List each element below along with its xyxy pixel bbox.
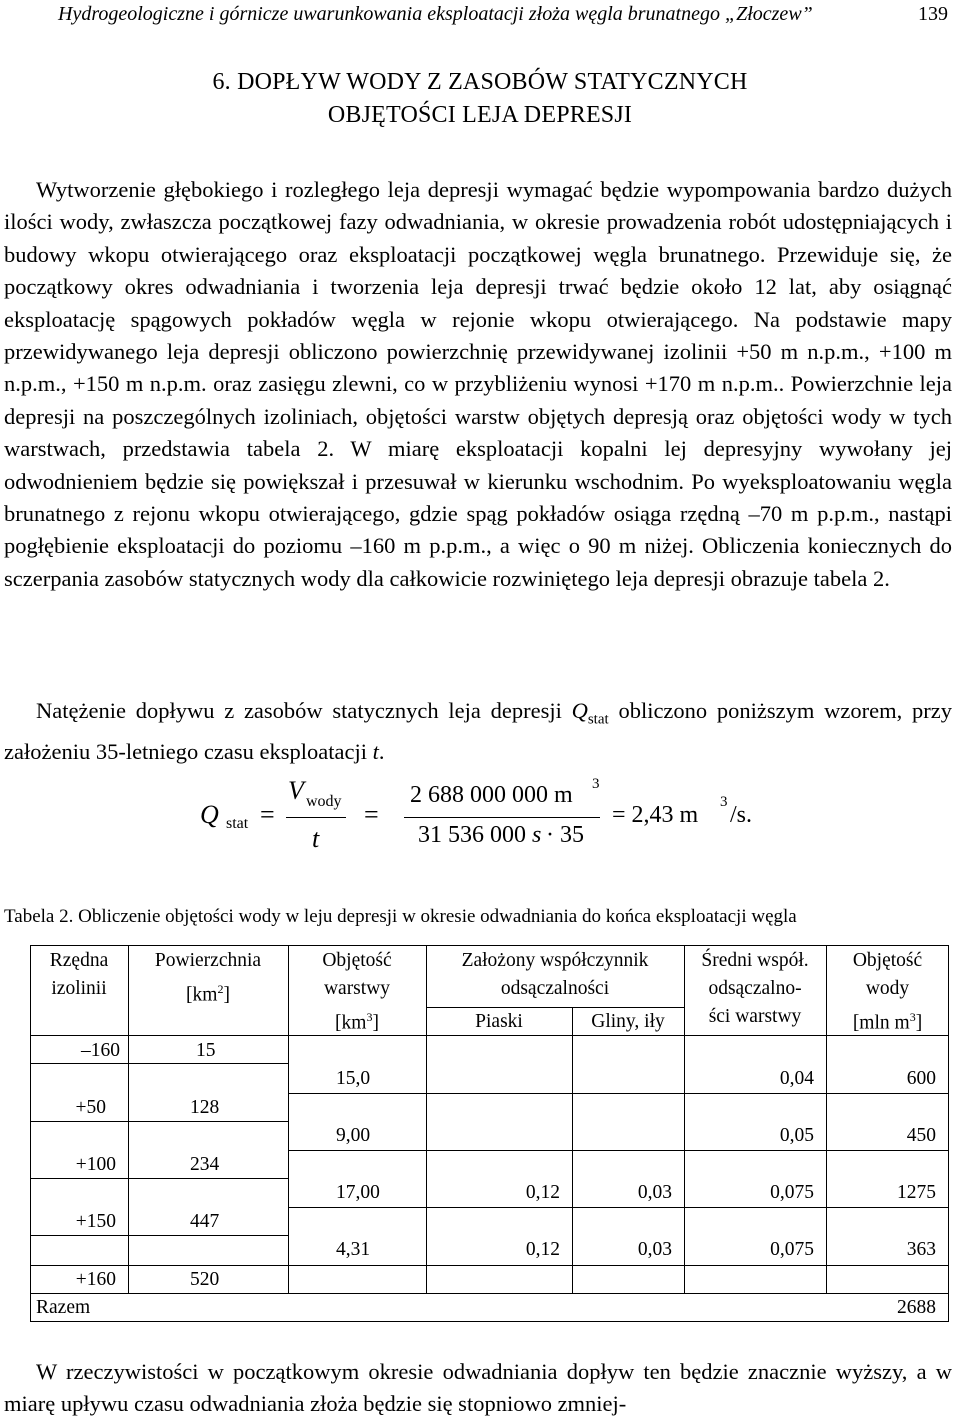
section-heading (0, 66, 960, 132)
header-area-sup: 2 (217, 982, 224, 996)
paragraph-2-part-b: obliczono poniższym wzorem, przy założeniu 35-letniego czasu eksploatacji (4, 698, 952, 764)
table-caption: Tabela 2. Obliczenie objętości wody w leju depresji w okresie odwadniania do końca eksploatacji węgla (4, 906, 797, 927)
header-average-coefficient-line-3: ści warstwy (708, 1006, 802, 1027)
header-average-coefficient-line-1: Średni współ. (701, 950, 809, 971)
paragraph-2-part-c: . (378, 738, 385, 764)
isoline-area: 447 (190, 1211, 220, 1232)
header-layer-volume-line-2: warstwy (323, 978, 391, 999)
layer-average-coefficient: 0,075 (770, 1239, 814, 1260)
header-area (128, 947, 288, 1010)
header-water-volume (826, 947, 949, 1038)
paragraph-2-text (4, 695, 952, 768)
layer-average-coefficient: 0,05 (779, 1125, 814, 1146)
header-water-volume-line-1: Objętość (852, 950, 923, 971)
table-row-rule-4 (30, 1235, 288, 1236)
formula-t: t (312, 824, 320, 853)
header-isoline (30, 947, 128, 1003)
isoline-level: –160 (81, 1040, 120, 1061)
paragraph-2-part-a: Natężenie dopływu z zasobów statycznych leja depresji (36, 698, 572, 723)
formula-fraction-bar-2 (404, 817, 600, 818)
header-layer-volume (288, 947, 426, 1038)
formula-denominator-b: · 35 (546, 822, 584, 848)
total-value: 2688 (897, 1297, 936, 1318)
formula-q-sub: stat (226, 815, 249, 832)
isoline-level: +100 (75, 1154, 116, 1175)
paragraph-3-text: W rzeczywistości w początkowym okresie odwadniania dopływ ten będzie znacznie wyższy, a w miarę upływu czasu odwadniania złoża będzie się stopniowo zmniej- (4, 1359, 952, 1417)
isoline-area: 520 (190, 1269, 220, 1290)
header-assumed-coefficient-line-1: Założony współczynnik (461, 950, 649, 971)
header-isoline-line-1: Rzędna (49, 950, 109, 971)
table-row-rule-5 (288, 1093, 949, 1094)
layer-water-volume: 1275 (897, 1182, 936, 1203)
paragraph-1 (4, 174, 952, 595)
header-water-volume-line-3 (826, 1003, 949, 1038)
header-water-volume-sup: 3 (909, 1010, 916, 1024)
running-title: Hydrogeologiczne i górnicze uwarunkowania eksploatacji złoża węgla brunatnego „Złoczew” (58, 3, 813, 25)
formula-denominator-s: s (532, 822, 542, 848)
formula-result-sup: 3 (720, 794, 728, 810)
formula-v: V (288, 776, 304, 805)
formula-denominator-a: 31 536 000 (418, 822, 526, 848)
total-label: Razem (36, 1297, 91, 1318)
header-average-coefficient (684, 947, 826, 1031)
header-layer-volume-sup: 3 (366, 1010, 373, 1024)
paragraph-3 (4, 1356, 952, 1421)
layer-clay-coefficient: 0,03 (637, 1182, 672, 1203)
layer-clay-coefficient: 0,03 (637, 1239, 672, 1260)
isoline-level: +160 (75, 1269, 116, 1290)
isoline-level: +150 (75, 1211, 116, 1232)
formula-numerator-sup: 3 (592, 776, 600, 792)
layer-water-volume: 450 (906, 1125, 936, 1146)
header-sand: Piaski (475, 1011, 523, 1032)
isoline-area: 15 (196, 1040, 216, 1061)
header-clay: Gliny, iły (591, 1011, 665, 1032)
header-layer-volume-unit: [km (335, 1012, 367, 1034)
paragraph-1-text: Wytworzenie głębokiego i rozległego leja depresji wymagać będzie wypompowania bardzo dużych ilości wody, zwłaszcza początkowej fazy odwadniania, w okresie prowadzenia robót udostępniających i budowy wkopu otwierającego oraz eksploatacji początkowej węgla brunatnego. Przewiduje się, że początkowy okres odwadniania i tworzenia leja depresji trwać będzie około 12 lat, aby osiągnąć eksploatację spągowych pokładów węgla w rejonie wkopu otwierającego. Na podstawie mapy przewidywanego leja depresji obliczono powierzchnię przewidywanej izolinii +50 m n.p.m., +100 m n.p.m., +150 m n.p.m. oraz zasięgu zlewni, co w przybliżeniu wynosi +170 m n.p.m.. Powierzchnie leja depresji na poszczególnych izoliniach, objętości warstw objętych depresją oraz objętości wody w tych warstwach, przedstawia tabela 2. W miarę eksploatacji kopalni lej depresyjny wywołany jej odwodnieniem będzie się powiększał i przesuwał w kierunku wschodnim. Po wyeksploatowaniu węgla brunatnego z rejonu wkopu otwierającego, gdzie spąg pokładów osiąga rzędną –70 m p.p.m., nastąpi pogłębienie eksploatacji do poziomu –160 m p.p.m., a więc o 90 m niżej. Obliczenia koniecznych do sczerpania zasobów statycznych wody dla całkowicie rozwiniętego leja depresji obrazuje tabela 2. (4, 177, 952, 591)
formula-eq-2: = (364, 800, 379, 829)
page-number: 139 (918, 3, 948, 25)
formula-v-sub: wody (306, 793, 342, 810)
paragraph-2-symbol-t: t (372, 738, 379, 764)
section-title-line-2: OBJĘTOŚCI LEJA DEPRESJI (327, 102, 633, 128)
table-row-rule-8 (30, 1265, 949, 1266)
isoline-area: 234 (190, 1154, 220, 1175)
table-row-rule-7 (288, 1207, 949, 1208)
header-water-volume-unit: [mln m (852, 1012, 910, 1034)
formula-result: = 2,43 m (612, 802, 699, 828)
layer-water-volume: 600 (906, 1068, 936, 1089)
header-water-volume-bracket: ] (915, 1012, 923, 1034)
isoline-level: +50 (75, 1097, 106, 1118)
header-average-coefficient-line-2: odsączalno- (708, 978, 802, 999)
layer-water-volume: 363 (906, 1239, 936, 1260)
layer-sand-coefficient: 0,12 (525, 1239, 560, 1260)
formula-eq-1: = (260, 800, 275, 829)
header-assumed-coefficient (426, 947, 684, 1003)
header-layer-volume-line-3 (288, 1003, 426, 1038)
header-layer-volume-bracket: ] (372, 1012, 379, 1034)
formula-numerator: 2 688 000 000 m (410, 782, 573, 808)
paragraph-2-symbol-q: Q (571, 698, 588, 723)
paragraph-2-symbol-q-sub: stat (587, 711, 609, 728)
formula-q: Q (200, 800, 219, 829)
header-area-line-1: Powierzchnia (154, 950, 262, 971)
formula-fraction-bar-1 (286, 817, 346, 818)
table-row-rule-2 (30, 1121, 288, 1122)
layer-average-coefficient: 0,075 (770, 1182, 814, 1203)
running-header (58, 0, 948, 30)
header-layer-volume-line-1: Objętość (322, 950, 392, 971)
header-isoline-line-2: izolinii (51, 978, 107, 999)
inflow-formula (200, 776, 820, 853)
paragraph-2 (4, 695, 952, 768)
layer-volume: 15,0 (336, 1068, 371, 1089)
layer-volume: 17,00 (336, 1182, 380, 1203)
isoline-area: 128 (190, 1097, 220, 1118)
header-water-volume-line-2: wody (865, 978, 910, 999)
header-area-line-2 (128, 975, 288, 1010)
header-assumed-coefficient-line-2: odsączalności (500, 978, 610, 999)
layer-average-coefficient: 0,04 (779, 1068, 814, 1089)
section-title-line-1: 6. DOPŁYW WODY Z ZASOBÓW STATYCZNYCH (212, 69, 748, 95)
formula-result-unit: /s. (730, 802, 753, 828)
table-row-rule-6 (288, 1150, 949, 1151)
table-rule-bottom (30, 1321, 949, 1322)
layer-volume: 9,00 (336, 1125, 371, 1146)
header-area-unit: [km (186, 984, 218, 1006)
table-row-rule-3 (30, 1178, 288, 1179)
water-volume-table (30, 945, 949, 1322)
table-total-rule (30, 1293, 949, 1294)
layer-sand-coefficient: 0,12 (525, 1182, 560, 1203)
header-area-bracket: ] (223, 984, 230, 1006)
layer-volume: 4,31 (336, 1239, 371, 1260)
